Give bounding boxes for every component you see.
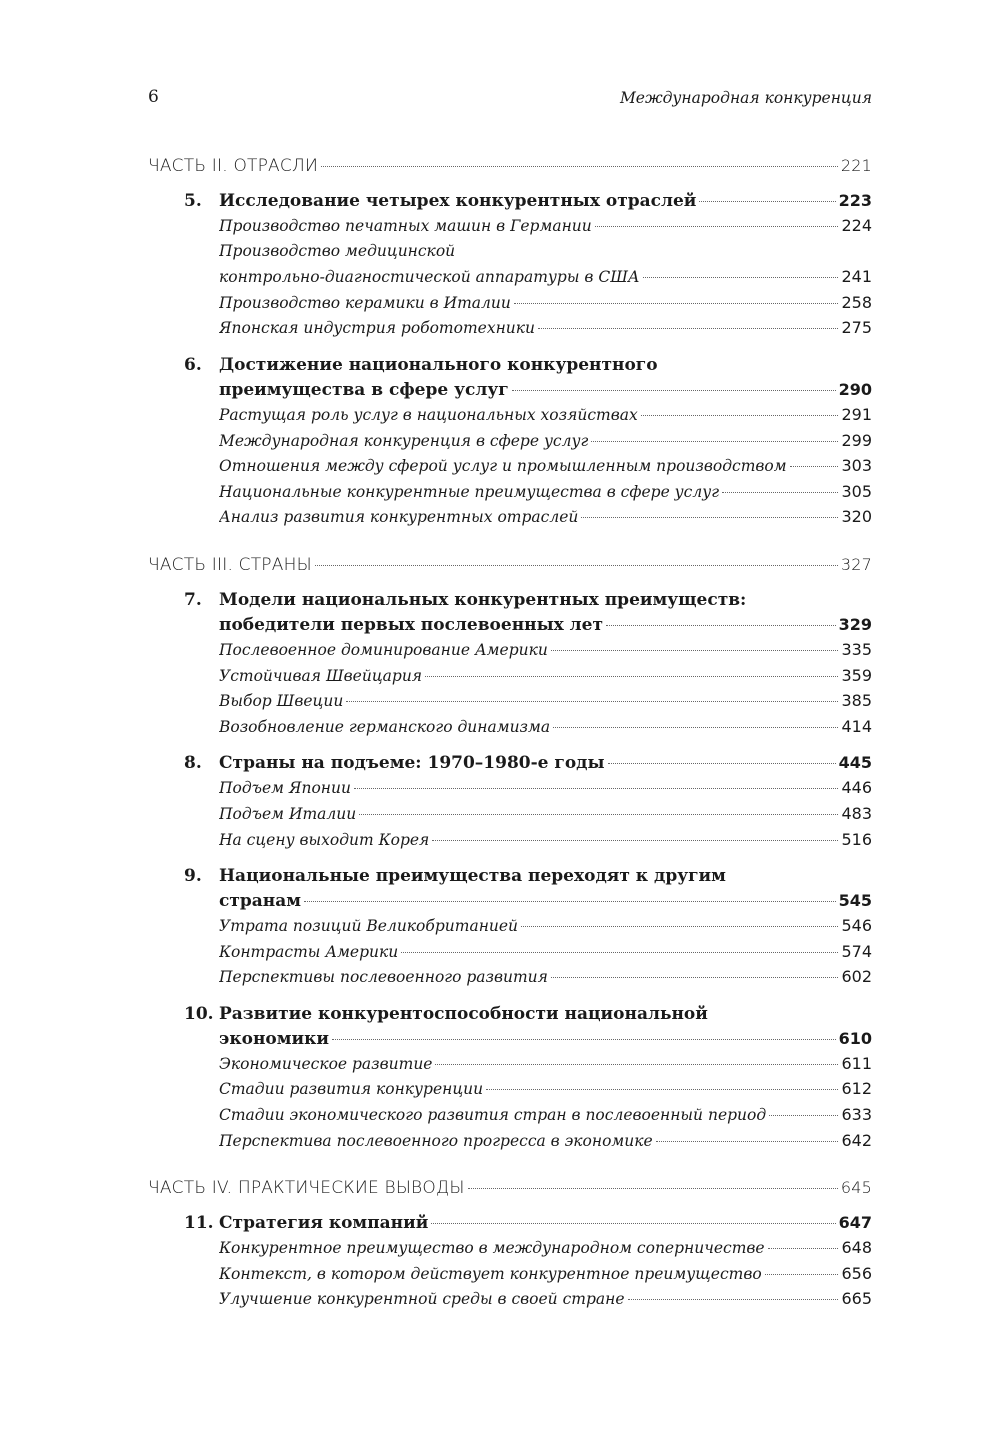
toc-section-label: Перспектива послевоенного прогресса в экономике xyxy=(219,1131,653,1150)
dot-leader xyxy=(432,840,838,841)
page-ref: 305 xyxy=(841,481,872,501)
running-title: Международная конкуренция xyxy=(619,89,872,107)
table-of-contents xyxy=(148,156,872,1315)
toc-part-label: ЧАСТЬ III. СТРАНЫ xyxy=(148,554,312,575)
dot-leader xyxy=(628,1299,839,1300)
page-ref: 546 xyxy=(841,916,872,936)
toc-section[interactable] xyxy=(148,431,872,457)
toc-section-label: Производство керамики в Италии xyxy=(219,293,511,312)
dot-leader xyxy=(512,390,836,391)
page-ref: 611 xyxy=(841,1053,872,1073)
toc-chapter-label: Исследование четырех конкурентных отраслей xyxy=(219,191,697,211)
dot-leader xyxy=(514,303,839,304)
toc-section[interactable] xyxy=(148,691,872,717)
toc-section-label: Международная конкуренция в сфере услуг xyxy=(219,431,589,450)
toc-section[interactable] xyxy=(148,640,872,666)
toc-section[interactable] xyxy=(148,778,872,804)
toc-section-label: Стадии экономического развития стран в послевоенный период xyxy=(219,1106,767,1125)
toc-section[interactable] xyxy=(148,216,872,242)
toc-section[interactable] xyxy=(148,830,872,856)
page-ref: 610 xyxy=(838,1028,872,1048)
dot-leader xyxy=(321,166,838,167)
dot-leader xyxy=(486,1089,838,1090)
toc-chapter-label: Модели национальных конкурентных преимуществ: xyxy=(219,589,747,610)
toc-part-label: ЧАСТЬ IV. ПРАКТИЧЕСКИЕ ВЫВОДЫ xyxy=(148,1178,465,1199)
chapter-number: 8. xyxy=(184,753,202,774)
dot-leader xyxy=(521,926,838,927)
dot-leader xyxy=(591,441,838,442)
toc-section-label: Перспективы послевоенного развития xyxy=(219,968,548,987)
page-ref: 645 xyxy=(840,1178,872,1198)
toc-section[interactable] xyxy=(148,916,872,942)
page-ref: 648 xyxy=(841,1238,872,1258)
page-ref: 275 xyxy=(841,318,872,338)
page-ref: 335 xyxy=(841,639,872,659)
dot-leader xyxy=(551,650,839,651)
page-ref: 574 xyxy=(841,941,872,961)
toc-section[interactable] xyxy=(148,1131,872,1157)
toc-chapter-line[interactable] xyxy=(148,355,872,380)
toc-part-label: ЧАСТЬ II. ОТРАСЛИ xyxy=(148,156,318,176)
chapter-gap xyxy=(148,993,872,1004)
page-ref: 303 xyxy=(841,456,872,476)
page-ref: 656 xyxy=(841,1263,872,1283)
toc-section-label: Национальные конкурентные преимущества в сфере услуг xyxy=(219,482,720,501)
dot-leader xyxy=(765,1274,839,1275)
dot-leader xyxy=(346,701,838,702)
dot-leader xyxy=(435,1064,838,1065)
toc-section[interactable] xyxy=(148,717,872,743)
toc-section-label: На сцену выходит Корея xyxy=(219,830,430,849)
toc-section[interactable] xyxy=(148,267,872,293)
dot-leader xyxy=(553,727,838,728)
dot-leader xyxy=(401,952,838,953)
toc-section-label: Растущая роль услуг в национальных хозяйствах xyxy=(219,405,638,424)
dot-leader xyxy=(304,901,836,902)
toc-chapter-label: Достижение национального конкурентного xyxy=(219,354,658,375)
toc-section[interactable] xyxy=(148,942,872,968)
dot-leader xyxy=(354,788,838,789)
dot-leader xyxy=(538,328,838,329)
chapter-number: 6. xyxy=(184,354,202,375)
toc-section-label: Анализ развития конкурентных отраслей xyxy=(219,508,579,527)
toc-chapter[interactable] xyxy=(148,1029,872,1054)
page-ref: 329 xyxy=(838,614,872,634)
dot-leader xyxy=(769,1115,838,1116)
dot-leader xyxy=(699,201,835,202)
toc-chapter[interactable] xyxy=(148,191,872,216)
toc-chapter-label: странам xyxy=(219,891,302,912)
page-ref: 223 xyxy=(838,191,872,210)
toc-section[interactable] xyxy=(148,482,872,508)
toc-section-label: Контекст, в котором действует конкурентное преимущество xyxy=(219,1264,762,1283)
page-ref: 291 xyxy=(841,404,872,424)
dot-leader xyxy=(581,517,838,518)
toc-part[interactable] xyxy=(148,555,872,583)
dot-leader xyxy=(425,676,838,677)
page-ref: 642 xyxy=(841,1130,872,1150)
toc-section[interactable] xyxy=(148,318,872,344)
toc-section-label: Улучшение конкурентной среды в своей стране xyxy=(219,1290,625,1309)
toc-section-label: Производство печатных машин в Германии xyxy=(219,217,592,235)
toc-section[interactable] xyxy=(148,1264,872,1290)
page-ref: 299 xyxy=(841,430,872,450)
chapter-gap xyxy=(148,855,872,866)
toc-section-label: Контрасты Америки xyxy=(219,942,399,961)
page-ref: 483 xyxy=(841,803,872,823)
toc-section[interactable] xyxy=(148,1289,872,1315)
toc-section-label: Подъем Италии xyxy=(219,804,357,823)
toc-section-label: контрольно-диагностической аппаратуры в США xyxy=(219,268,640,287)
dot-leader xyxy=(332,1039,836,1040)
toc-chapter[interactable] xyxy=(148,891,872,916)
page-ref: 224 xyxy=(841,216,872,235)
page-ref: 385 xyxy=(841,691,872,711)
toc-section[interactable] xyxy=(148,507,872,533)
dot-leader xyxy=(431,1223,835,1224)
toc-chapter-line[interactable] xyxy=(148,590,872,615)
chapter-gap xyxy=(148,344,872,355)
page-ref: 320 xyxy=(841,507,872,527)
page-ref: 241 xyxy=(841,267,872,287)
page-number: 6 xyxy=(148,87,159,107)
page-ref: 445 xyxy=(838,753,872,773)
toc-chapter-label: Национальные преимущества переходят к другим xyxy=(219,866,726,887)
chapter-number: 10. xyxy=(184,1003,214,1024)
toc-section-label: Устойчивая Швейцария xyxy=(219,666,423,685)
page-ref: 258 xyxy=(841,292,872,312)
toc-section-label: Выбор Швеции xyxy=(219,692,344,711)
dot-leader xyxy=(468,1188,838,1189)
toc-section[interactable] xyxy=(148,967,872,993)
dot-leader xyxy=(606,625,836,626)
page-ref: 665 xyxy=(841,1289,872,1309)
page-ref: 221 xyxy=(840,156,872,175)
toc-section-label: Возобновление германского динамизма xyxy=(219,717,551,736)
chapter-number: 11. xyxy=(184,1213,214,1234)
toc-chapter-label: преимущества в сфере услуг xyxy=(219,379,509,400)
toc-section[interactable] xyxy=(148,1054,872,1080)
page-ref: 359 xyxy=(841,665,872,685)
toc-chapter-label: Страны на подъеме: 1970–1980-е годы xyxy=(219,753,605,774)
toc-part[interactable] xyxy=(148,1178,872,1206)
toc-section-label: Стадии развития конкуренции xyxy=(219,1080,484,1099)
dot-leader xyxy=(551,977,839,978)
toc-section-line[interactable] xyxy=(148,242,872,268)
toc-chapter[interactable] xyxy=(148,753,872,778)
toc-chapter[interactable] xyxy=(148,380,872,405)
dot-leader xyxy=(656,1141,839,1142)
page-ref: 633 xyxy=(841,1105,872,1125)
page-header xyxy=(148,87,872,113)
dot-leader xyxy=(315,565,838,566)
toc-section[interactable] xyxy=(148,804,872,830)
toc-section-label: Японская индустрия робототехники xyxy=(219,319,536,338)
dot-leader xyxy=(641,415,839,416)
page-ref: 516 xyxy=(841,829,872,849)
toc-section[interactable] xyxy=(148,1105,872,1131)
toc-section-label: Отношения между сферой услуг и промышленным производством xyxy=(219,457,787,476)
chapter-number: 7. xyxy=(184,589,202,610)
toc-chapter-label: экономики xyxy=(219,1028,330,1049)
toc-part[interactable] xyxy=(148,156,872,184)
page-ref: 545 xyxy=(838,891,872,911)
toc-section-label: Утрата позиций Великобританией xyxy=(219,917,519,936)
dot-leader xyxy=(643,277,839,278)
dot-leader xyxy=(768,1248,839,1249)
page-ref: 327 xyxy=(840,554,872,574)
toc-chapter[interactable] xyxy=(148,1213,872,1238)
dot-leader xyxy=(722,492,838,493)
toc-section-label: Конкурентное преимущество в международном соперничестве xyxy=(219,1239,765,1258)
page-ref: 446 xyxy=(841,778,872,798)
toc-section-label: Послевоенное доминирование Америки xyxy=(219,640,548,659)
chapter-gap xyxy=(148,742,872,753)
page-ref: 290 xyxy=(838,379,872,399)
dot-leader xyxy=(595,226,839,227)
dot-leader xyxy=(359,814,838,815)
toc-chapter-line[interactable] xyxy=(148,1004,872,1029)
toc-section[interactable] xyxy=(148,666,872,692)
toc-chapter-label: Развитие конкурентоспособности национальной xyxy=(219,1003,708,1024)
toc-section-label: Экономическое развитие xyxy=(219,1054,433,1073)
toc-section[interactable] xyxy=(148,1079,872,1105)
chapter-number: 5. xyxy=(184,191,202,211)
page-ref: 602 xyxy=(841,967,872,987)
dot-leader xyxy=(790,466,839,467)
toc-chapter-line[interactable] xyxy=(148,866,872,891)
chapter-number: 9. xyxy=(184,866,202,887)
toc-chapter[interactable] xyxy=(148,615,872,640)
toc-section[interactable] xyxy=(148,405,872,431)
toc-section[interactable] xyxy=(148,293,872,319)
page-ref: 414 xyxy=(841,716,872,736)
toc-section-label: Производство медицинской xyxy=(219,241,456,260)
toc-chapter-label: Стратегия компаний xyxy=(219,1213,429,1234)
toc-section[interactable] xyxy=(148,1238,872,1264)
toc-section-label: Подъем Японии xyxy=(219,779,351,798)
toc-section[interactable] xyxy=(148,456,872,482)
toc-chapter-label: победители первых послевоенных лет xyxy=(219,614,604,635)
page-ref: 647 xyxy=(838,1213,872,1233)
page-ref: 612 xyxy=(841,1079,872,1099)
dot-leader xyxy=(608,763,836,764)
